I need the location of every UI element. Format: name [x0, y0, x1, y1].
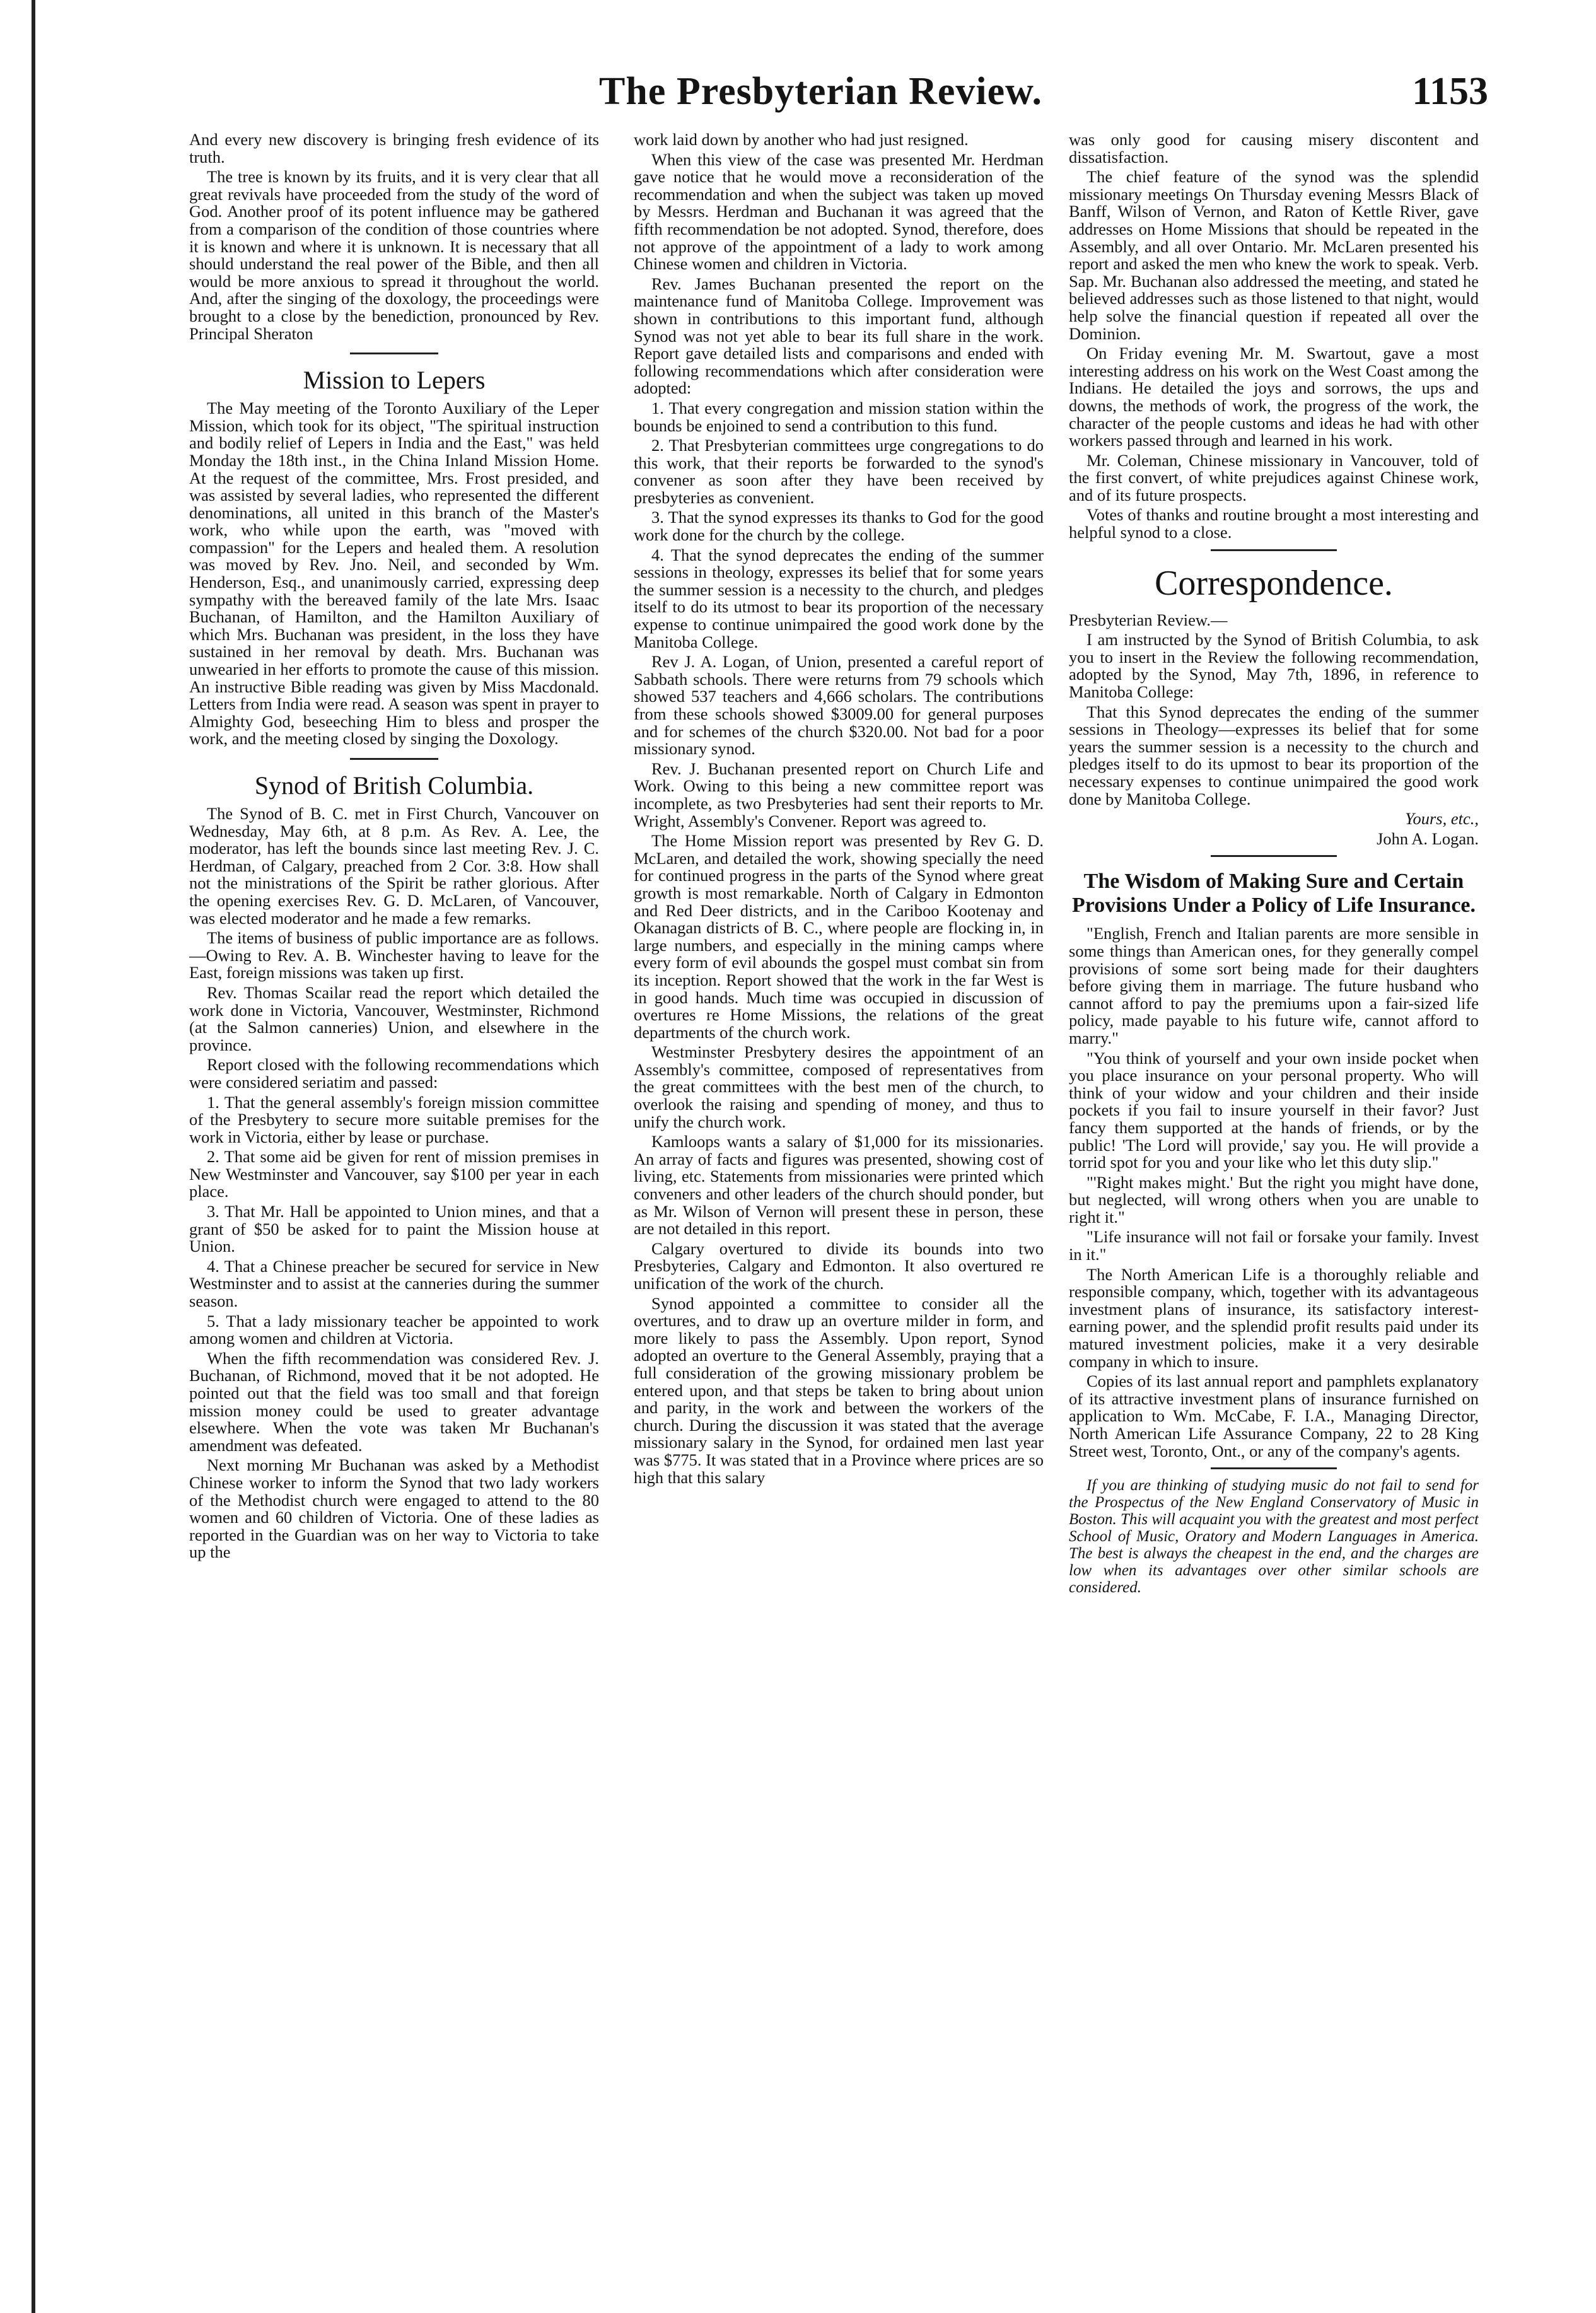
heading-mission-to-lepers: Mission to Lepers — [303, 366, 486, 395]
conservatory-notice: If you are thinking of studying music do not fail to send for the Prospectus of the New England Conservatory of Music in Boston. This will acquaint you with the greatest and most perfect School of Music, Oratory and Modern Languages in America. The best is always the cheapest in the end, and the charges are low when its advantages over other similar schools are considered. — [1069, 1477, 1479, 1597]
paragraph: Synod appointed a committee to consider all the overtures, and to draw up an overture milder in form, and more likely to pass the Assembly. Upon report, Synod adopted an overture to the General Assembly, praying that a full consideration of the growing missionary problem be entered upon, and that steps be taken to bring about union and parity, in the work and between the workers of the church. During the discussion it was stated that the average missionary salary in the Synod, for ordained men last year was $775. It was stated that in a Province where prices are so high that this salary — [634, 1293, 1044, 1487]
column-1 — [189, 131, 599, 2275]
divider — [1211, 1467, 1337, 1469]
paragraph: The tree is known by its fruits, and it is very clear that all great revivals have proceeded from the study of the word of God. Another proof of its potent influence may be gathered from a comparison of the condition of those countries where it is known and where it is unknown. It is necessary that all should understand the real power of the Bible, and then all would be more anxious to spread it throughout the world. And, after the singing of the doxology, the proceedings were brought to a close by the benediction, pronounced by Rev. Principal Sheraton — [189, 167, 599, 343]
paragraph: Rev. James Buchanan presented the report on the maintenance fund of Manitoba College. Improvement was shown in contributions to this important fund, although Synod was not yet able to bear its full share in the work. Report gave detailed lists and comparisons and ended with following recommendations which after consideration were adopted: — [634, 274, 1044, 398]
paragraph: The Home Mission report was presented by Rev G. D. McLaren, and detailed the work, showing specially the need for continued progress in the parts of the Synod where great growth is most remarkable. North of Calgary in Edmonton and Red Deer districts, and in the Cariboo Kootenay and Okanagan districts of B. C., where people are flocking in, in large numbers, and especially in the mining camps where every form of evil abounds the gospel must combat sin from its inception. Report showed that the work in the far West is in good hands. Much time was occupied in discussion of overtures re Home Missions, the relations of the great departments of the church work. — [634, 831, 1044, 1042]
paragraph: Calgary overtured to divide its bounds into two Presbyteries, Calgary and Edmonton. It also overtured re unification of the work of the church. — [634, 1238, 1044, 1293]
list-item: 2. That some aid be given for rent of mission premises in New Westminster and Vancouver, say $100 per year in each place. — [189, 1147, 599, 1201]
letter-closing: Yours, etc., — [1405, 809, 1479, 829]
paragraph: Votes of thanks and routine brought a most interesting and helpful synod to a close. — [1069, 505, 1479, 542]
list-item: 2. That Presbyterian committees urge congregations to do this work, that their reports be forwarded to the synod's convener as soon after they have been received by presbyteries as convenient. — [634, 436, 1044, 507]
paragraph: When this view of the case was presented Mr. Herdman gave notice that he would move a reconsideration of the recommendation and when the subject was taken up moved by Messrs. Herdman and Buchanan it was agreed that the fifth recommendation be not adopted. Synod, therefore, does not approve of the appointment of a lady to work among Chinese women and children in Victoria. — [634, 149, 1044, 274]
heading-wisdom-life-insurance: The Wisdom of Making Sure and Certain Provisions Under a Policy of Life Insurance. — [1071, 870, 1476, 918]
paragraph: work laid down by another who had just resigned. — [634, 131, 969, 149]
paragraph: The Synod of B. C. met in First Church, Vancouver on Wednesday, May 6th, at 8 p.m. As Rev. A. Lee, the moderator, has left the bounds since last meeting Rev. J. C. Herdman, of Calgary, preached from 2 Cor. 3:8. How shall not the ministrations of the Spirit be rather glorious. After the opening exercises Rev. G. D. McLaren, of Vancouver, was elected moderator and he made a few remarks. — [189, 804, 599, 928]
paragraph: On Friday evening Mr. M. Swartout, gave a most interesting address on his work on the West Coast among the Indians. He detailed the joys and sorrows, the ups and downs, the methods of work, the progress of the work, the character of the people customs and ideas he had with other workers passed through and learned in his work. — [1069, 344, 1479, 450]
divider — [1211, 855, 1337, 857]
letter-signature: John A. Logan. — [1377, 829, 1479, 848]
paragraph: Kamloops wants a salary of $1,000 for its missionaries. An array of facts and figures was presented, showing cost of living, etc. Statements from missionaries were printed which conveners and other leaders of the church should ponder, but as Mr. Wilson of Vernon will present these in person, these are not detailed in this report. — [634, 1132, 1044, 1238]
paragraph: Copies of its last annual report and pamphlets explanatory of its attractive investment plans of insurance furnished on application to Wm. McCabe, F. I.A., Managing Director, North American Life Assurance Company, 22 to 28 King Street west, Toronto, Ont., or any of the company's agents. — [1069, 1372, 1479, 1460]
paragraph: And every new discovery is bringing fresh evidence of its truth. — [189, 131, 599, 166]
paragraph: Rev J. A. Logan, of Union, presented a careful report of Sabbath schools. There were returns from 79 schools which showed 537 teachers and 4,666 scholars. The contributions from these schools showed $3009.00 for general purposes and for schemes of the church $320.00. Not bad for a poor missionary synod. — [634, 652, 1044, 759]
page-border-rule — [32, 0, 35, 2313]
paragraph: The chief feature of the synod was the splendid missionary meetings On Thursday evening Messrs Black of Banff, Wilson of Vernon, and Raton of Kettle River, gave addresses on Home Missions that should be repeated in the Assembly, and all over Ontario. Mr. McLaren presented his report and asked the men who knew the work to speak. Verb. Sap. Mr. Buchanan also addressed the meeting, and stated he believed addresses such as those listened to that night, would help solve the financial question if repeated all over the Dominion. — [1069, 167, 1479, 343]
column-2 — [634, 131, 1044, 2275]
paragraph: "Life insurance will not fail or forsake your family. Invest in it." — [1069, 1227, 1479, 1264]
paragraph: The North American Life is a thoroughly reliable and responsible company, which, together with its advantageous investment plans of insurance, its satisfactory interest-earning power, and the splendid profit results paid under its matured investment policies, make it a very desirable company in which to insure. — [1069, 1264, 1479, 1371]
list-item: 5. That a lady missionary teacher be appointed to work among women and children at Victoria. — [189, 1311, 599, 1348]
divider — [350, 758, 438, 760]
list-item: 1. That the general assembly's foreign mission committee of the Presbytery to secure more suitable premises for the work in Victoria, either by lease or purchase. — [189, 1092, 599, 1146]
list-item: 4. That the synod deprecates the ending of the summer sessions in theology, expresses its belief that for some years the summer session is a necessity to the church, and pledges itself to do its utmost to bear its proportion of the necessary expense to continue unimpaired the good work done by the Manitoba College. — [634, 545, 1044, 651]
paragraph: "English, French and Italian parents are more sensible in some things than American ones, for they generally compel provisions of some sort being made for their daughters before giving them in marriage. The future husband who cannot afford to pay the premiums upon a fair-sized life policy, made payable to his future wife, cannot afford to marry." — [1069, 924, 1479, 1047]
column-3 — [1069, 131, 1479, 2275]
paragraph: Rev. J. Buchanan presented report on Church Life and Work. Owing to this being a new committee report was incomplete, as two Presbyteries had sent their reports to Mr. Wright, Assembly's Convener. Report was agreed to. — [634, 759, 1044, 830]
paragraph: Report closed with the following recommendations which were considered seriatim and passed: — [189, 1055, 599, 1092]
list-item: 3. That the synod expresses its thanks to God for the good work done for the church by the college. — [634, 508, 1044, 545]
paragraph: Rev. Thomas Scailar read the report which detailed the work done in Victoria, Vancouver, Westminster, Richmond (at the Salmon canneries) Union, and elsewhere in the province. — [189, 982, 599, 1054]
paragraph: Next morning Mr Buchanan was asked by a Methodist Chinese worker to inform the Synod that two lady workers of the Methodist church were engaged to attend to the 80 women and 60 children of Victoria. One of these ladies as reported in the Guardian was on her way to Victoria to take up the — [189, 1455, 599, 1562]
page-number: 1153 — [1412, 70, 1488, 113]
list-item: 1. That every congregation and mission station within the bounds be enjoined to send a contribution to this fund. — [634, 398, 1044, 435]
paragraph: When the fifth recommendation was considered Rev. J. Buchanan, of Richmond, moved that it be not adopted. He pointed out that the field was too small and that foreign mission money could be used to greater advantage elsewhere. When the vote was taken Mr Buchanan's amendment was defeated. — [189, 1348, 599, 1455]
paragraph: The items of business of public importance are as follows.—Owing to Rev. A. B. Winchester having to leave for the East, foreign missions was taken up first. — [189, 928, 599, 982]
paragraph: "You think of yourself and your own inside pocket when you place insurance on your personal property. Who will think of your widow and your children and their inside pockets if you fail to insure yourself in their favor? Just fancy them supported at the hands of friends, or by the public! 'The Lord will provide,' say you. He will provide a torrid spot for you and your like who let this duty slip." — [1069, 1048, 1479, 1172]
paragraph: That this Synod deprecates the ending of the summer sessions in Theology—expresses its belief that for some years the summer session is a necessity to the church and pledges itself to do its upmost to bear its proportion of the necessary expenses to continue unimpaired the good work done by Manitoba College. — [1069, 702, 1479, 808]
paragraph: Westminster Presbytery desires the appointment of an Assembly's committee, composed of representatives from the great committees with the best men of the church, to overlook the raising and spending of money, and thus to unify the church work. — [634, 1042, 1044, 1131]
paragraph: The May meeting of the Toronto Auxiliary of the Leper Mission, which took for its object, "The spiritual instruction and bodily relief of Lepers in India and the East," was held Monday the 18th inst., in the China Inland Mission Home. At the request of the committee, Mrs. Frost presided, and was assisted by several ladies, who represented the different denominations, all united in this branch of the Master's work, who while upon the earth, was "moved with compassion" for the Lepers and healed them. A resolution was moved by Rev. Jno. Neil, and seconded by Wm. Henderson, Esq., and unanimously carried, expressing deep sympathy with the bereaved family of the late Mrs. Isaac Buchanan, of Hamilton, and the Hamilton Auxiliary of which Mrs. Buchanan was president, in the loss they have sustained in her removal by death. Mrs. Buchanan was unwearied in her efforts to promote the cause of this mission. An instructive Bible reading was given by Miss Macdonald. Letters from India were read. A season was spent in prayer to Almighty God, beseeching Him to bless and prosper the work, and the meeting closed by singing the Doxology. — [189, 399, 599, 749]
list-item: 4. That a Chinese preacher be secured for service in New Westminster and to assist at the canneries during the summer season. — [189, 1256, 599, 1311]
divider — [350, 352, 438, 354]
journal-title: The Presbyterian Review. — [599, 70, 1043, 113]
page-header — [189, 69, 1488, 120]
divider — [1211, 549, 1337, 551]
paragraph: I am instructed by the Synod of British Columbia, to ask you to insert in the Review the following recommendation, adopted by the Synod, May 7th, 1896, in reference to Manitoba College: — [1069, 630, 1479, 702]
paragraph: was only good for causing misery discontent and dissatisfaction. — [1069, 131, 1479, 166]
heading-synod-of-british-columbia: Synod of British Columbia. — [254, 771, 534, 800]
letter-salutation: Presbyterian Review.— — [1069, 610, 1228, 629]
paragraph: Mr. Coleman, Chinese missionary in Vancouver, told of the first convert, of white prejudices against Chinese work, and of its future prospects. — [1069, 450, 1479, 504]
heading-correspondence: Correspondence. — [1155, 563, 1393, 603]
list-item: 3. That Mr. Hall be appointed to Union mines, and that a grant of $50 be asked for to paint the Mission house at Union. — [189, 1202, 599, 1256]
paragraph: "'Right makes might.' But the right you might have done, but neglected, will wrong others when you are unable to right it." — [1069, 1172, 1479, 1226]
